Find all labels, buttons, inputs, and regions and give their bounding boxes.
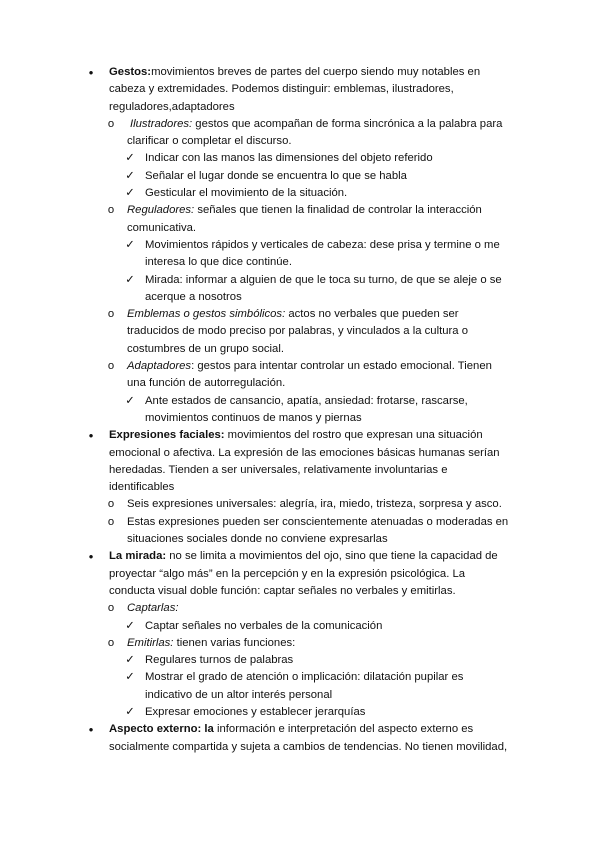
text-line [127,202,599,219]
text-line: indicativo de un altor interés personal [145,688,333,701]
text-line: Gesticular el movimiento de la situación. [145,187,348,200]
text-line: reguladores,adaptadores [109,100,235,113]
check-icon: ✓ [125,273,135,286]
term-aspecto: Aspecto externo: la [109,723,214,736]
term-mirada: La mirada: [109,550,167,563]
term-ilustradores: Ilustradores: [130,117,193,130]
document-page [0,64,599,756]
text-line [127,358,599,375]
list-item-reguladores [0,202,599,237]
text-line: traducidos de modo preciso por palabras, y vinculados a la cultura o [127,325,468,338]
text-line: proyectar “algo más” en la percepción y en la expresión psicológica. La [109,567,466,580]
list-item-mirada [0,548,599,600]
text-line [127,306,599,323]
term-expresiones: Expresiones faciales: [109,429,225,442]
text-line: situaciones sociales donde no conviene expresarlas [127,533,388,546]
text-line: Captar señales no verbales de la comunicación [145,619,383,632]
text-line [127,600,599,617]
list-item-emitirlas [0,635,599,652]
text-line: comunicativa. [127,221,197,234]
text-line: Movimientos rápidos y verticales de cabeza: dese prisa y termine o me [145,238,500,251]
list-item-emblemas [0,306,599,358]
text-line: Seis expresiones universales: alegría, ira, miedo, tristeza, sorpresa y asco. [127,498,502,511]
term-reguladores: Reguladores: [127,204,195,217]
check-icon: ✓ [125,619,135,632]
term-emitirlas: Emitirlas: [127,636,174,649]
text-line [109,721,599,738]
text-segment: señales que tienen la finalidad de controlar la interacción [194,204,482,217]
bullet-marker: • [88,722,94,738]
text-line: identificables [109,481,175,494]
text-line: conducta visual doble función: captar señales no verbales y emitirlas. [109,584,456,597]
list-item-universales [0,496,599,513]
text-segment: actos no verbales que pueden ser [285,308,459,321]
text-line [109,64,599,81]
text-segment: movimientos del rostro que expresan una situación [224,429,483,442]
text-line: Mostrar el grado de atención o implicación: dilatación pupilar es [145,671,464,684]
circle-marker: o [107,602,115,615]
check-item [0,272,599,307]
list-item-adaptadores [0,358,599,393]
circle-marker: o [107,204,115,217]
circle-marker: o [107,498,115,511]
text-line [127,116,599,133]
circle-marker: o [107,308,115,321]
text-segment: no se limita a movimientos del ojo, sino que tiene la capacidad de [166,550,498,563]
text-line: heredadas. Tienden a ser universales, relativamente involuntarias e [109,463,448,476]
list-item-ilustradores [0,116,599,151]
circle-marker: o [107,636,115,649]
term-adaptadores: Adaptadores [127,360,192,373]
text-segment: información e interpretación del aspecto externo es [213,723,474,736]
circle-marker: o [107,360,115,373]
text-segment: movimientos breves de partes del cuerpo siendo muy notables en [151,66,481,78]
check-item [0,168,599,185]
check-item [0,704,599,721]
check-item [0,618,599,635]
bullet-marker: • [88,65,94,80]
check-icon: ✓ [125,654,135,667]
list-item-captarlas [0,600,599,617]
list-item-atenuadas [0,514,599,549]
list-item-aspecto [0,721,599,756]
check-icon: ✓ [125,705,135,718]
text-line: Expresar emociones y establecer jerarquías [145,705,366,718]
text-line: Ante estados de cansancio, apatía, ansiedad: frotarse, rascarse, [145,394,468,407]
check-icon: ✓ [125,671,135,684]
text-segment: tienen varias funciones: [173,636,296,649]
text-line: acerque a nosotros [145,290,242,303]
check-item [0,393,599,428]
text-line: cabeza y extremidades. Podemos distinguir: emblemas, ilustradores, [109,83,454,96]
list-item-expresiones [0,427,599,496]
check-item [0,669,599,704]
text-line: costumbres de un grupo social. [127,342,284,355]
list-item-gestos [0,64,599,116]
text-line: socialmente compartida y sujeta a cambios de tendencias. No tienen movilidad, [109,740,508,753]
text-line: interesa lo que dice continúe. [145,256,292,269]
check-icon: ✓ [125,169,135,182]
text-line [109,427,599,444]
check-icon: ✓ [125,187,135,200]
text-segment: gestos que acompañan de forma sincrónica a la palabra para [192,117,503,130]
check-icon: ✓ [125,152,135,165]
circle-marker: o [107,117,115,130]
circle-marker: o [107,515,115,528]
text-line: movimientos continuos de manos y piernas [145,411,362,424]
check-item [0,150,599,167]
text-line: emocional o afectiva. La expresión de las emociones básicas humanas serían [109,446,500,459]
bullet-marker: • [88,428,94,444]
term-gestos: Gestos: [109,66,152,78]
text-line: clarificar o completar el discurso. [127,135,292,148]
text-line: Señalar el lugar donde se encuentra lo que se habla [145,169,407,182]
check-icon: ✓ [125,394,135,407]
check-item [0,185,599,202]
term-captarlas: Captarlas: [127,602,179,615]
text-line: una función de autorregulación. [127,377,286,390]
text-line: Mirada: informar a alguien de que le toca su turno, de que se aleje o se [145,273,502,286]
text-line [127,635,599,652]
bullet-marker: • [88,549,94,565]
text-line: Indicar con las manos las dimensiones del objeto referido [145,152,433,165]
check-item [0,652,599,669]
check-item [0,237,599,272]
term-emblemas: Emblemas o gestos simbólicos: [127,308,286,321]
check-icon: ✓ [125,238,135,251]
text-line: Regulares turnos de palabras [145,654,294,667]
text-segment: : gestos para intentar controlar un estado emocional. Tienen [191,360,492,373]
text-line [109,548,599,565]
text-line: Estas expresiones pueden ser conscientemente atenuadas o moderadas en [127,515,509,528]
